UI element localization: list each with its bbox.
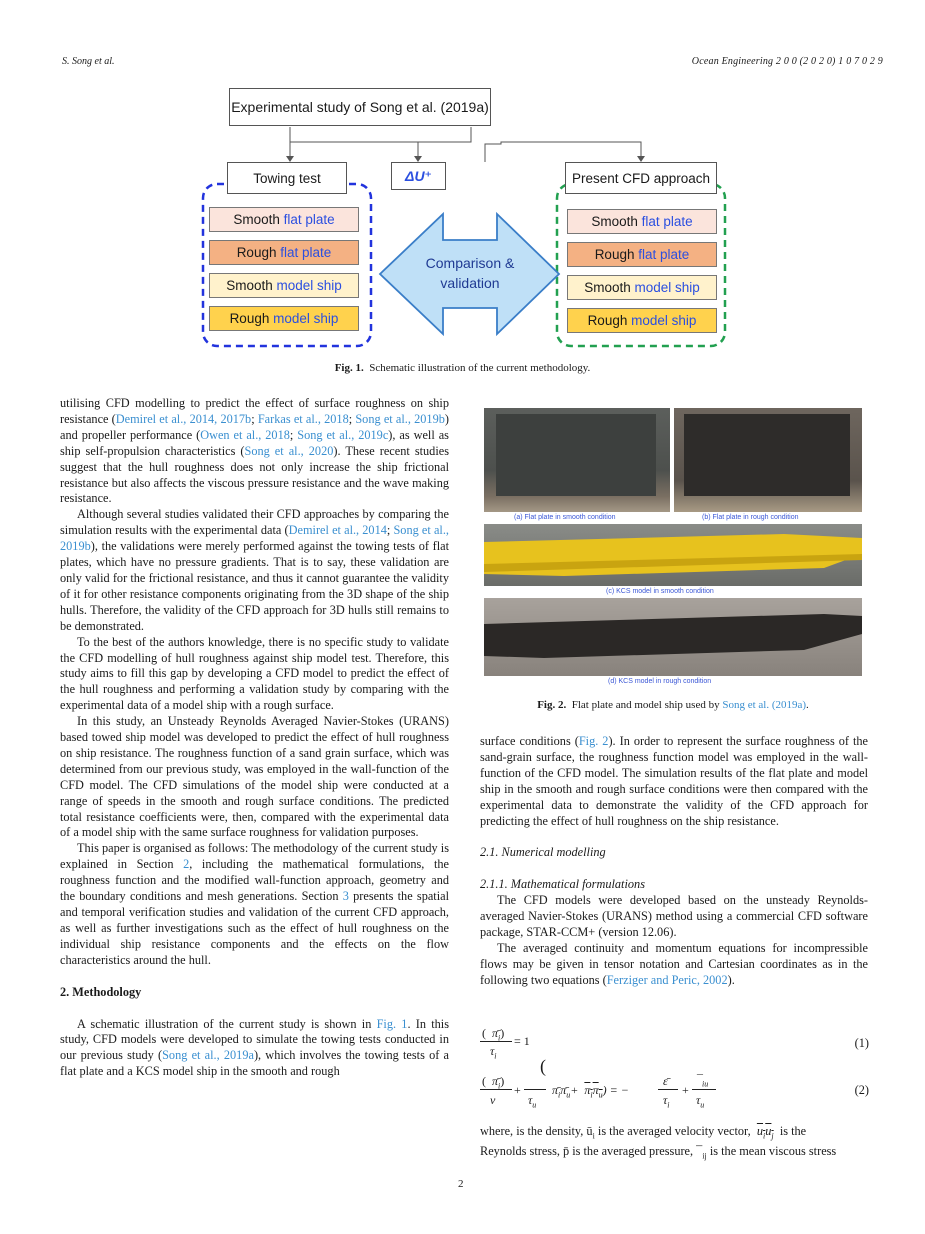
equation-2: ( ( $\pī_i$) ν + $\tau_u$ $\pī_i\pī_u+ \pi_i\pi_u$) = − ε̄ $\tau_i$ + $¯_{iu}$ $\tau_u$ — [480, 1062, 800, 1106]
citation-link[interactable]: Song et al., 2019c — [297, 427, 389, 442]
citation-link[interactable]: 3 — [342, 889, 349, 904]
left-rough-model-ship-box: Rough model ship — [209, 306, 359, 331]
figure-1-caption: Fig. 1. Schematic illustration of the current methodology. — [334, 362, 591, 374]
right-rough-model-ship-box: Rough model ship — [567, 308, 717, 333]
text-run: ), as well as ship self-propulsion characteristics ( — [60, 427, 449, 458]
text-run: presents the spatial and temporal verification studies and validation of the current CFD approach, as well as further investigations such as the effect of hull roughness on the individual ship resistance components and the effects on the flow characteristics around the hull. — [60, 889, 450, 967]
equation-1-number: (1) — [854, 1036, 869, 1050]
citation-link[interactable]: Song et al., 2019b — [60, 523, 449, 554]
kcs-rough-photo — [484, 598, 862, 676]
text-run: ; — [386, 523, 394, 538]
delta-u-box: ΔU⁺ — [391, 162, 446, 190]
paragraph — [480, 941, 868, 989]
citation-link[interactable]: Fig. 1 — [376, 1016, 408, 1031]
page-number: 2 — [458, 1178, 464, 1190]
flat-plate-smooth-photo — [484, 408, 670, 512]
figure-2-caption: Fig. 2. Flat plate and model ship used by Song et al. (2019a). — [537, 699, 809, 711]
citation-link[interactable]: 2 — [183, 857, 190, 872]
paragraph — [480, 734, 868, 829]
text-run: ). — [727, 972, 735, 987]
text-run: The averaged continuity and momentum equations for incompressible flows may be given in tensor notation and Cartesian coordinates as in the following two equations ( — [480, 940, 868, 987]
caption-a: (a) Flat plate in smooth condition — [514, 514, 616, 521]
equation-1: ( $\pī_i$) = 1 $\tau_i$ — [482, 1026, 530, 1061]
running-header-authors: S. Song et al. — [62, 56, 115, 67]
citation-link[interactable]: Demirel et al., 2014 — [288, 523, 387, 538]
left-smooth-flat-plate-box: Smooth flat plate — [209, 207, 359, 232]
left-column-text — [60, 396, 449, 1080]
equation-2-number: (2) — [854, 1083, 869, 1097]
towing-test-box: Towing test — [227, 162, 347, 194]
running-header-journal: Ocean Engineering 2 0 0 (2 0 2 0) 1 0 7 0 2 9 — [691, 56, 883, 67]
text-run: ; — [251, 411, 258, 426]
text-run: ; — [289, 427, 298, 442]
paragraph — [60, 714, 449, 841]
citation-link[interactable]: Song et al., 2019a — [162, 1048, 254, 1063]
text-run: ), the validations were merely performed against the towing tests of flat plates, which have no pressure gradients. That is to say, these validation are only valid for the frictional resistance, and thus it cannot guarantee the validity of it for other resistance components originating from the 3D shape of the ship hulls. Therefore, the validity of the CFD approach for 3D hulls still remains to be demonstrated. — [60, 539, 449, 633]
text-run: To the best of the authors knowledge, there is no specific study to validate the CFD modelling of hull roughness against ship model test. Therefore, this study aims to fill this gap by developing a CFD model to predict the effect of the hull roughness and performing a validation study by comparing with the experimental data of a model ship with a rough surface. — [60, 634, 449, 713]
text-run: This paper is organised as follows: The methodology of the current study is explained in Section — [60, 841, 449, 872]
figure-2-photos — [484, 408, 862, 690]
figure-1-diagram — [195, 84, 745, 354]
paragraph — [60, 507, 449, 634]
text-run: A schematic illustration of the current study is shown in — [77, 1016, 377, 1031]
flat-plate-rough-photo — [674, 408, 862, 512]
citation-link[interactable]: Song et al., 2019b — [355, 411, 445, 426]
citation-link[interactable]: Ferziger and Peric, 2002 — [606, 972, 728, 987]
subsubsection-heading: 2.1.1. Mathematical formulations — [480, 877, 645, 892]
comparison-validation-label: Comparison & validation — [425, 255, 515, 291]
text-run: , including the mathematical formulations, the roughness function and the modified wall-function approach, geometry and the boundary conditions and mesh generations. Section — [60, 857, 449, 904]
citation-link[interactable]: Song et al., 2020 — [244, 443, 334, 458]
kcs-smooth-hull-shape — [484, 524, 862, 586]
text-run: Although several studies validated their CFD approaches by comparing the simulation results with the experimental data ( — [60, 507, 449, 538]
paragraph — [60, 635, 449, 715]
text-run: ; — [348, 411, 356, 426]
left-rough-flat-plate-box: Rough flat plate — [209, 240, 359, 265]
right-smooth-flat-plate-box: Smooth flat plate — [567, 209, 717, 234]
paragraph — [60, 1017, 449, 1081]
text-run: ). These recent studies suggest that the hull roughness does not only increase the ship frictional resistance but also affects the viscous pressure resistance and the wave making resistance. — [60, 443, 449, 506]
present-cfd-box: Present CFD approach — [565, 162, 717, 194]
text-run: In this study, an Unsteady Reynolds Averaged Navier-Stokes (URANS) based towed ship model was developed to predict the effect of hull roughness on ship resistance. The roughness function of a sand grain surface, which was determined from our previous study, was employed in the wall-function of the CFD model. The CFD simulations of the model ship were conducted at a range of speeds in the smooth and rough surface conditions. The predicted total resistance coefficients were, then, compared with the experimental data of a model ship with the same surface roughness for validation purposes. — [60, 714, 449, 840]
right-rough-flat-plate-box: Rough flat plate — [567, 242, 717, 267]
paragraph — [480, 893, 868, 941]
right-column-where-text: where, is the density, $ū_i$ is the averaged velocity vector, $u_iu_j$ is the Reynolds stress, p̄ is the averaged pressure, $¯_{ij}$ is the mean viscous stress — [480, 1124, 837, 1161]
kcs-rough-hull-shape — [484, 598, 862, 676]
text-run: ). In order to represent the surface roughness of the sand-grain surface, the roughness function model was employed in the wall-function of the CFD model. The simulation results of the flat plate and model ship in the smooth and rough surface conditions were then compared with the experimental data to demonstrate the validity of the CFD approach for predicting the effect of hull roughness on the ship resistance. — [480, 734, 868, 828]
section-heading: 2. Methodology — [60, 984, 142, 999]
text-run: surface conditions ( — [480, 734, 579, 748]
citation-link[interactable]: Farkas et al., 2018 — [257, 411, 349, 426]
kcs-smooth-photo — [484, 524, 862, 586]
paragraph — [60, 841, 449, 968]
text-run: ) and propeller performance ( — [60, 411, 449, 442]
ref-song-2019a[interactable]: Song et al. (2019a) — [722, 699, 807, 711]
paragraph — [60, 396, 449, 507]
text-run: ), which involves the towing tests of a flat plate and a KCS model ship in the smooth and rough — [60, 1048, 449, 1079]
caption-c: (c) KCS model in smooth condition — [606, 588, 714, 595]
right-column-text — [480, 734, 868, 989]
citation-link[interactable]: Demirel et al., 2014, 2017b — [115, 411, 252, 426]
citation-link[interactable]: Owen et al., 2018 — [200, 427, 290, 442]
text-run: The CFD models were developed based on the unsteady Reynolds-averaged Navier-Stokes (URANS) method using a commercial CFD software package, STAR-CCM+ (version 12.06). — [480, 893, 868, 940]
experimental-study-box: Experimental study of Song et al. (2019a) — [229, 88, 491, 126]
right-smooth-model-ship-box: Smooth model ship — [567, 275, 717, 300]
caption-b: (b) Flat plate in rough condition — [702, 514, 799, 521]
subsection-heading: 2.1. Numerical modelling — [480, 845, 606, 860]
caption-d: (d) KCS model in rough condition — [608, 678, 712, 685]
text-run: . In this study, CFD models were developed to simulate the towing tests conducted in our previous study ( — [60, 1016, 449, 1063]
text-run: utilising CFD modelling to predict the effect of surface roughness on ship resistance ( — [60, 396, 449, 426]
citation-link[interactable]: Fig. 2 — [578, 734, 609, 748]
left-smooth-model-ship-box: Smooth model ship — [209, 273, 359, 298]
